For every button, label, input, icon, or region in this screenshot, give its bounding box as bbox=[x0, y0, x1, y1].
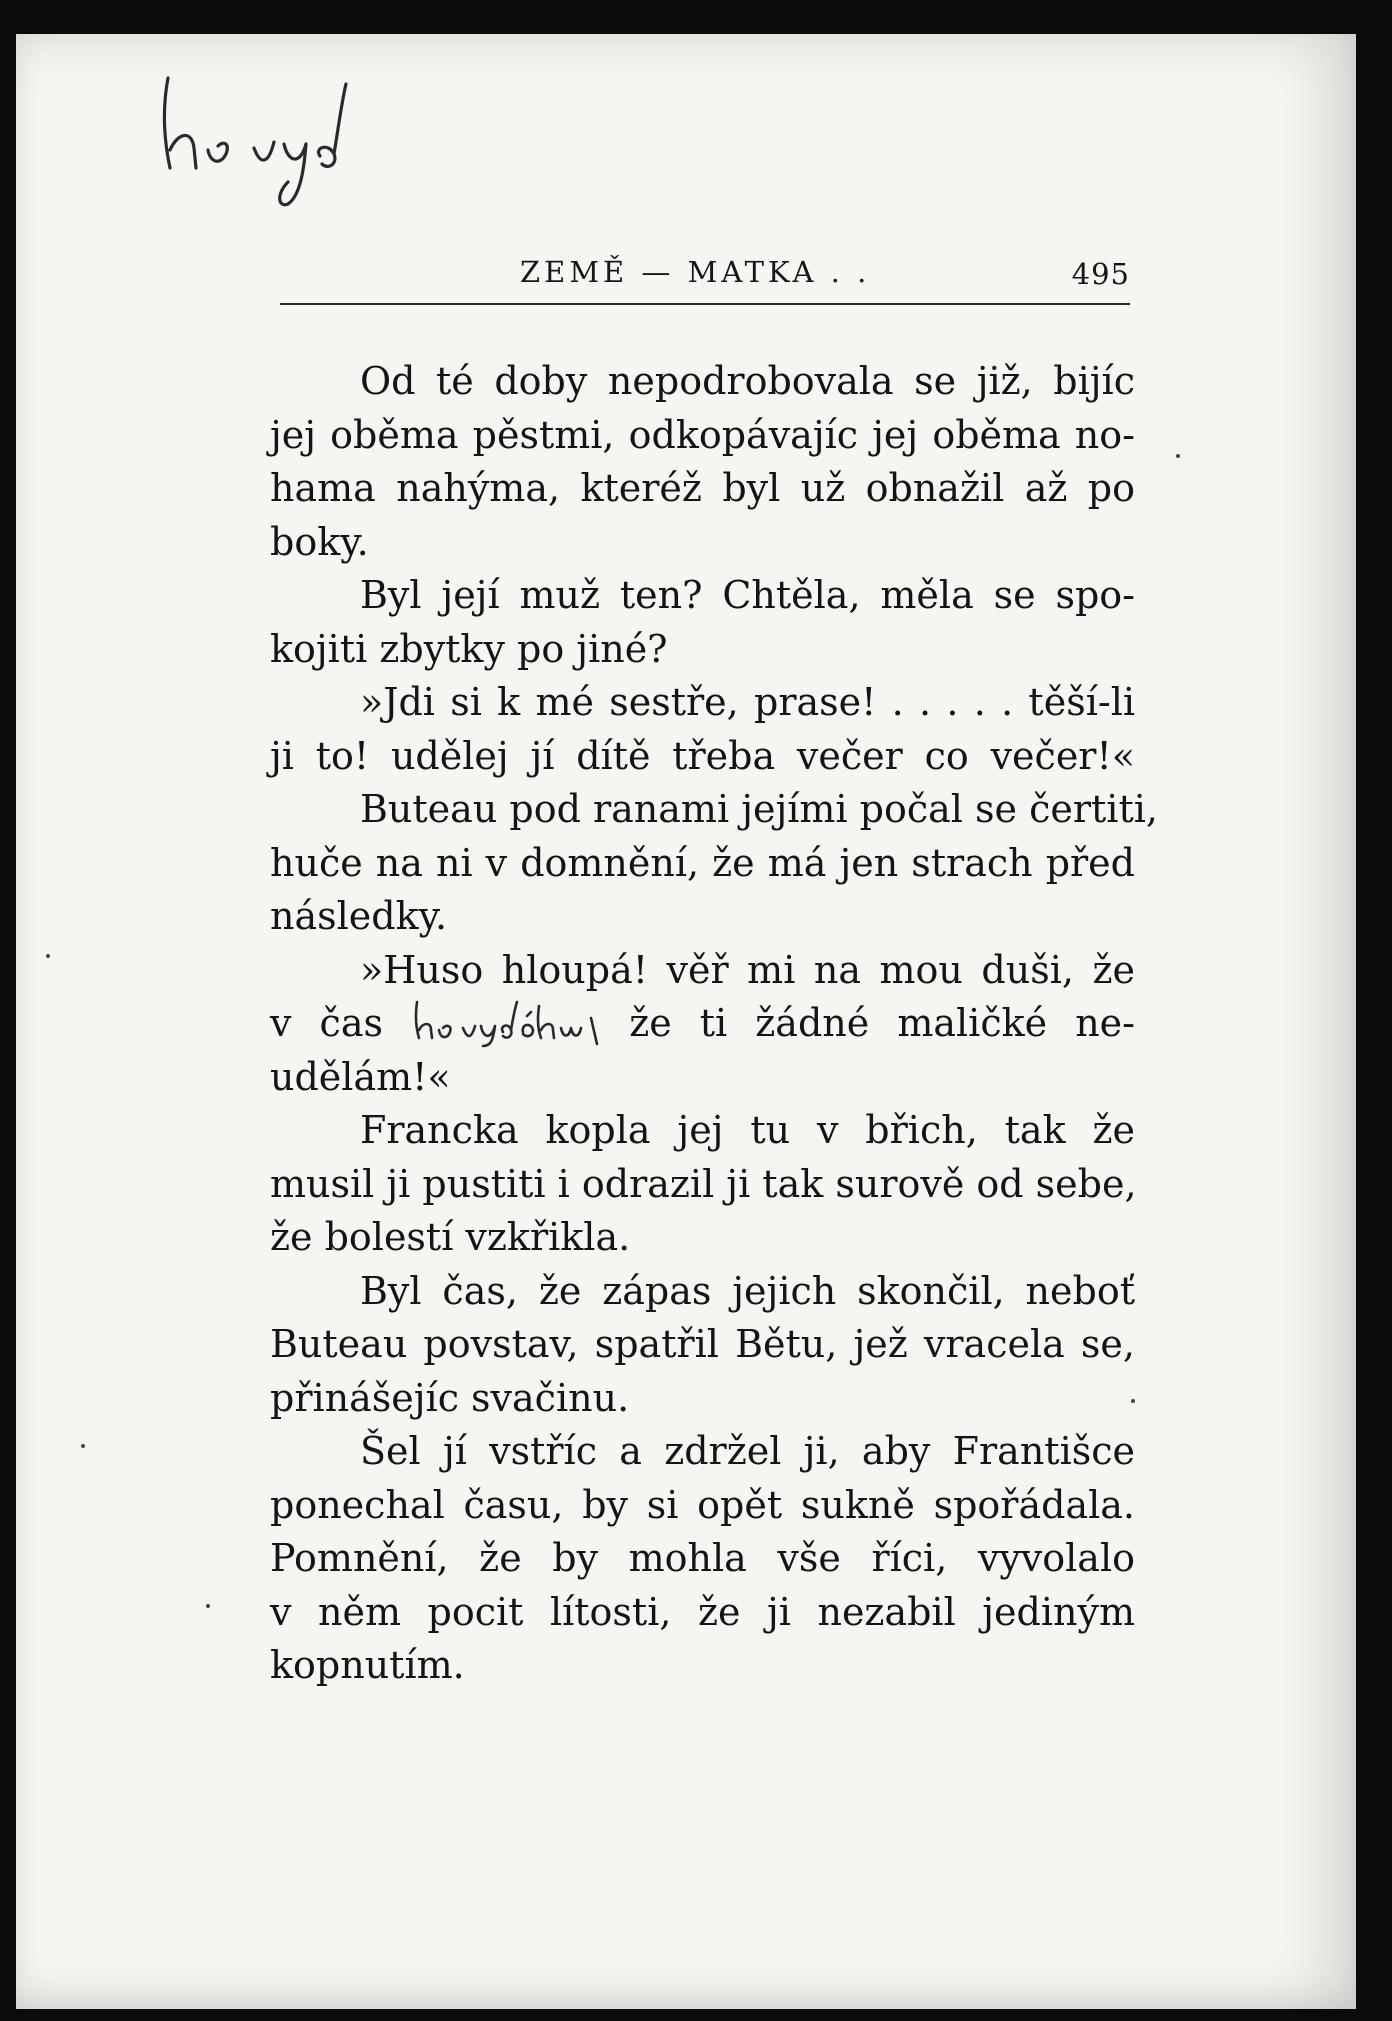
text-line: musil ji pustiti i odrazil ji tak surově od sebe, bbox=[270, 1161, 1137, 1206]
text-line: udělám!« bbox=[270, 1054, 451, 1099]
header-rule bbox=[280, 303, 1130, 305]
handwritten-insertion bbox=[411, 998, 601, 1048]
text-line: Francka kopla jej tu v břich, tak že bbox=[360, 1108, 1135, 1152]
running-title: ZEMĚ — MATKA . . bbox=[520, 255, 871, 289]
text-line: kopnutím. bbox=[270, 1643, 465, 1687]
text-line: přinášejíc svačinu. bbox=[270, 1375, 630, 1420]
text-line: »Jdi si k mé sestře, prase! . . . . . těší-li bbox=[360, 680, 1135, 724]
text-line: jej oběma pěstmi, odkopávajíc jej oběma no- bbox=[270, 412, 1135, 457]
text-line: ji to! udělej jí dítě třeba večer co večer!« bbox=[270, 733, 1135, 778]
print-speck bbox=[206, 1604, 210, 1608]
text-line: kojiti zbytky po jiné? bbox=[270, 626, 668, 671]
text-line-with-handwriting bbox=[270, 997, 1135, 1051]
text-line: že bolestí vzkřikla. bbox=[270, 1215, 631, 1259]
text-line: Pomnění, že by mohla vše říci, vyvolalo bbox=[270, 1536, 1135, 1580]
text-line: »Huso hloupá! věř mi na mou duši, že bbox=[360, 947, 1135, 992]
paragraph-5 bbox=[270, 944, 1135, 1105]
text-line: ponechal času, by si opět sukně spořádala. bbox=[270, 1482, 1135, 1527]
paragraph-3 bbox=[270, 676, 1135, 783]
text-fragment: v čas bbox=[270, 1001, 383, 1045]
text-fragment: že ti žádné maličké ne- bbox=[629, 1001, 1135, 1045]
text-line: boky. bbox=[270, 519, 369, 564]
paragraph-4 bbox=[270, 783, 1158, 944]
page-header bbox=[500, 255, 1130, 305]
body-text bbox=[270, 355, 1158, 1693]
paragraph-2 bbox=[270, 569, 1135, 676]
paragraph-8 bbox=[270, 1425, 1135, 1693]
text-line: Byl čas, že zápas jejich skončil, neboť bbox=[360, 1268, 1135, 1313]
print-speck bbox=[81, 1444, 85, 1448]
text-line: v něm pocit lítosti, že ji nezabil jediným bbox=[270, 1589, 1135, 1634]
text-line: Buteau povstav, spatřil Bětu, jež vracela se, bbox=[270, 1322, 1135, 1366]
page-number: 495 bbox=[1071, 257, 1130, 291]
paragraph-1 bbox=[270, 355, 1135, 569]
print-speck bbox=[46, 954, 50, 958]
text-line: hama nahýma, kteréž byl už obnažil až po bbox=[270, 466, 1135, 510]
paragraph-7 bbox=[270, 1265, 1135, 1426]
text-line: následky. bbox=[270, 894, 448, 938]
paragraph-6 bbox=[270, 1104, 1135, 1265]
text-line: Buteau pod ranami jejími počal se čertiti, bbox=[360, 787, 1158, 831]
handwritten-margin-note bbox=[150, 70, 410, 210]
print-speck bbox=[1176, 454, 1180, 458]
text-line: Šel jí vstříc a zdržel ji, aby Františce bbox=[360, 1429, 1135, 1473]
text-line: Byl její muž ten? Chtěla, měla se spo- bbox=[360, 573, 1135, 617]
text-line: Od té doby nepodrobovala se již, bijíc bbox=[360, 359, 1135, 403]
text-line: huče na ni v domnění, že má jen strach před bbox=[270, 840, 1135, 885]
